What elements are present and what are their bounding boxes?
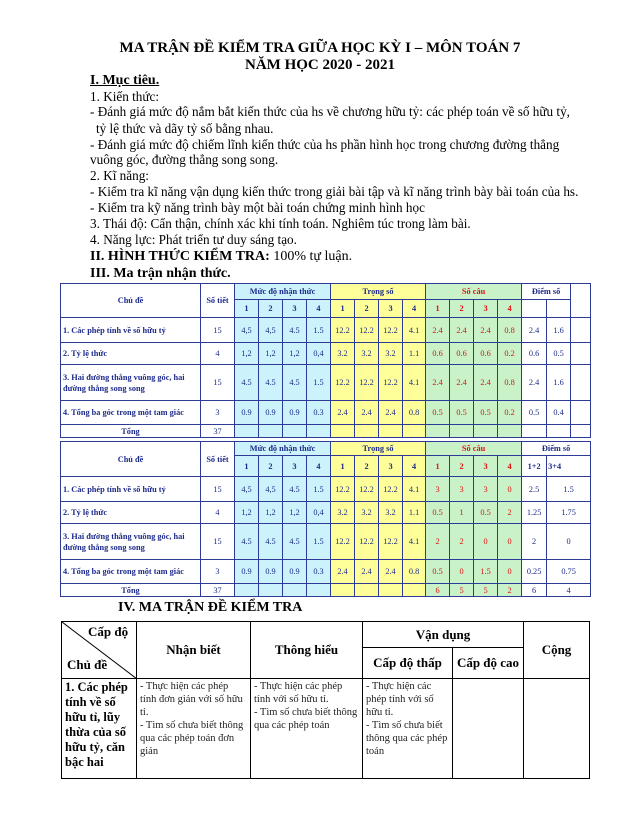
section-1-heading: I. Mục tiêu. bbox=[90, 73, 160, 88]
total-lessons: 37 bbox=[201, 584, 235, 597]
lesson-count: 4 bbox=[201, 502, 235, 524]
lesson-count: 15 bbox=[201, 477, 235, 502]
cell: 1.1 bbox=[403, 502, 426, 524]
topic-cell: 4. Tổng ba góc trong một tam giác bbox=[61, 401, 201, 425]
cell: 0 bbox=[498, 560, 522, 584]
header-so-cau: Số câu bbox=[426, 284, 522, 300]
level-2: 2 bbox=[259, 456, 283, 477]
matrix-table-1 bbox=[60, 283, 591, 438]
knowledge-line-1: - Đánh giá mức độ nắm bắt kiến thức của hs về chương hữu tỷ: các phép toán về số hữu tỷ, bbox=[90, 104, 570, 119]
skills-line-2: - Kiểm tra kỹ năng trình bày một bài toán chứng minh hình học bbox=[90, 200, 425, 215]
cell: 0.5 bbox=[522, 401, 547, 425]
cell: 2.4 bbox=[379, 560, 403, 584]
table-row bbox=[62, 679, 590, 779]
cell: 3.2 bbox=[379, 343, 403, 365]
cell: 2.4 bbox=[522, 365, 547, 401]
cell: 3 bbox=[450, 477, 474, 502]
header-so-tiet: Số tiết bbox=[201, 442, 235, 477]
table-row bbox=[61, 343, 591, 365]
level-2: 2 bbox=[259, 300, 283, 318]
cell: 0.9 bbox=[283, 560, 307, 584]
cell: 1.5 bbox=[547, 477, 591, 502]
cell: 0.8 bbox=[403, 560, 426, 584]
level-4: 4 bbox=[307, 456, 331, 477]
cong-header: Cộng bbox=[524, 622, 590, 679]
count-4: 4 bbox=[498, 300, 522, 318]
weight-4: 4 bbox=[403, 456, 426, 477]
cell: 0.6 bbox=[522, 343, 547, 365]
level-1: 1 bbox=[235, 456, 259, 477]
cell: 2.4 bbox=[331, 401, 355, 425]
cell: 4.5 bbox=[235, 365, 259, 401]
section-2-heading: II. HÌNH THỨC KIỂM TRA: 100% tự luận. bbox=[90, 249, 353, 264]
lesson-count: 4 bbox=[201, 343, 235, 365]
cell: 1.6 bbox=[547, 318, 571, 343]
cell: 12.2 bbox=[379, 318, 403, 343]
cell: 4.1 bbox=[403, 318, 426, 343]
count-3: 3 bbox=[474, 456, 498, 477]
header-diem-so: Điểm số bbox=[522, 284, 571, 300]
cell: 1.5 bbox=[474, 560, 498, 584]
cell: 0.5 bbox=[426, 560, 450, 584]
score-3-4: 3+4 bbox=[547, 456, 591, 477]
corner-header bbox=[62, 622, 137, 679]
cell: 1.5 bbox=[307, 318, 331, 343]
cell: 4.5 bbox=[259, 524, 283, 560]
cell: 2.4 bbox=[379, 401, 403, 425]
exam-matrix-table bbox=[61, 621, 590, 779]
cell: 1.5 bbox=[307, 365, 331, 401]
cell: 1,2 bbox=[259, 502, 283, 524]
attitude-line: 3. Thái độ: Cẩn thận, chính xác khi tính toán. Nghiêm túc trong làm bài. bbox=[90, 216, 471, 231]
table-row bbox=[61, 524, 591, 560]
topic-cell: 1. Các phép tính về số hữu tỷ bbox=[61, 318, 201, 343]
cell: 0.9 bbox=[259, 560, 283, 584]
van-dung-header: Vận dụng bbox=[363, 622, 524, 648]
cell: 0.75 bbox=[547, 560, 591, 584]
cell: 0.2 bbox=[498, 343, 522, 365]
cell: 4.1 bbox=[403, 524, 426, 560]
header-chu-de: Chủ đề bbox=[61, 442, 201, 477]
cell: 4.5 bbox=[259, 365, 283, 401]
cell: 1,2 bbox=[259, 343, 283, 365]
cell: 1.75 bbox=[547, 502, 591, 524]
cell: 2.4 bbox=[355, 401, 379, 425]
cell: 1,2 bbox=[235, 343, 259, 365]
weight-1: 1 bbox=[331, 456, 355, 477]
count-2: 2 bbox=[450, 300, 474, 318]
cell: 2 bbox=[450, 524, 474, 560]
level-3: 3 bbox=[283, 456, 307, 477]
header-trong-so: Trọng số bbox=[331, 442, 426, 456]
cell: 1.5 bbox=[307, 524, 331, 560]
lesson-count: 3 bbox=[201, 560, 235, 584]
lesson-count: 15 bbox=[201, 365, 235, 401]
cell: 0.9 bbox=[235, 401, 259, 425]
skills-line-1: - Kiểm tra kĩ năng vận dụng kiến thức trong giải bài tập và kĩ năng trình bày bài toán của hs. bbox=[90, 184, 579, 199]
cell: 4.5 bbox=[283, 318, 307, 343]
doc-title: MA TRẬN ĐỀ KIỂM TRA GIỮA HỌC KỲ I – MÔN TOÁN 7 bbox=[119, 40, 521, 56]
cell: 0.8 bbox=[403, 401, 426, 425]
weight-2: 2 bbox=[355, 300, 379, 318]
cell: 4.1 bbox=[403, 365, 426, 401]
weight-3: 3 bbox=[379, 456, 403, 477]
cell: 2 bbox=[426, 524, 450, 560]
cell: 2.5 bbox=[522, 477, 547, 502]
van-dung-item-2: - Tìm số chưa biết thông qua các phép toán bbox=[366, 720, 448, 757]
cell: 4,5 bbox=[259, 318, 283, 343]
table-row bbox=[61, 401, 591, 425]
cell: 12.2 bbox=[355, 524, 379, 560]
cell: 12.2 bbox=[331, 477, 355, 502]
total-row bbox=[61, 584, 591, 597]
cell: 1,2 bbox=[235, 502, 259, 524]
topic-cell: 4. Tổng ba góc trong một tam giác bbox=[61, 560, 201, 584]
van-dung-thap-cell bbox=[363, 679, 453, 779]
level-4: 4 bbox=[307, 300, 331, 318]
knowledge-line-2: tỷ lệ thức và dãy tỷ số bằng nhau. bbox=[96, 121, 274, 136]
cell: 4.5 bbox=[283, 524, 307, 560]
cell: 2.4 bbox=[450, 318, 474, 343]
thong-hieu-header: Thông hiểu bbox=[251, 622, 363, 679]
weight-2: 2 bbox=[355, 456, 379, 477]
cell: 0.8 bbox=[498, 365, 522, 401]
cell: 1.5 bbox=[307, 477, 331, 502]
cell: 4,5 bbox=[235, 477, 259, 502]
cell: 0.5 bbox=[474, 401, 498, 425]
total-count-2: 5 bbox=[450, 584, 474, 597]
level-3: 3 bbox=[283, 300, 307, 318]
cell: 0.9 bbox=[259, 401, 283, 425]
lesson-count: 15 bbox=[201, 524, 235, 560]
knowledge-line-4: vuông góc, đường thẳng song song. bbox=[90, 152, 279, 167]
lesson-count: 15 bbox=[201, 318, 235, 343]
cell: 0.3 bbox=[307, 401, 331, 425]
cell: 0 bbox=[474, 524, 498, 560]
van-dung-cao-cell bbox=[453, 679, 524, 779]
cell: 3.2 bbox=[355, 502, 379, 524]
cell: 0.5 bbox=[426, 502, 450, 524]
cell: 4,5 bbox=[259, 477, 283, 502]
section-4-heading: IV. MA TRẬN ĐỀ KIỂM TRA bbox=[118, 600, 303, 615]
table-row bbox=[61, 477, 591, 502]
matrix-table-2 bbox=[60, 441, 591, 597]
nhan-biet-cell bbox=[137, 679, 251, 779]
nhan-biet-item-1: - Thực hiện các phép tính đơn giản với số hữu tỉ. bbox=[140, 681, 243, 718]
cell: 12.2 bbox=[331, 318, 355, 343]
count-1: 1 bbox=[426, 300, 450, 318]
cell: 12.2 bbox=[379, 365, 403, 401]
weight-3: 3 bbox=[379, 300, 403, 318]
doc-subtitle: NĂM HỌC 2020 - 2021 bbox=[245, 57, 395, 73]
cap-do-cao-header: Cấp độ cao bbox=[453, 648, 524, 679]
cell: 0.25 bbox=[522, 560, 547, 584]
cell: 0 bbox=[498, 477, 522, 502]
cell: 0.6 bbox=[450, 343, 474, 365]
count-2: 2 bbox=[450, 456, 474, 477]
section-3-heading: III. Ma trận nhận thức. bbox=[90, 266, 231, 281]
cell: 0.4 bbox=[547, 401, 571, 425]
skills-heading: 2. Kĩ năng: bbox=[90, 168, 149, 183]
topic-cell: 3. Hai đường thẳng vuông góc, hai đường thẳng song song bbox=[61, 365, 201, 401]
count-1: 1 bbox=[426, 456, 450, 477]
score-1-2: 1+2 bbox=[522, 456, 547, 477]
cell: 2.4 bbox=[522, 318, 547, 343]
header-trong-so: Trọng số bbox=[331, 284, 426, 300]
lesson-count: 3 bbox=[201, 401, 235, 425]
weight-1: 1 bbox=[331, 300, 355, 318]
cell: 4.5 bbox=[283, 477, 307, 502]
total-label: Tổng bbox=[61, 584, 201, 597]
cell: 0 bbox=[498, 524, 522, 560]
nhan-biet-header: Nhận biết bbox=[137, 622, 251, 679]
cell: 4.1 bbox=[403, 477, 426, 502]
knowledge-line-3: - Đánh giá mức độ chiếm lĩnh kiến thức của hs phần hình học trong chương đường thẳng bbox=[90, 137, 560, 152]
cell: 2.4 bbox=[331, 560, 355, 584]
cell: 2.4 bbox=[450, 365, 474, 401]
cell: 2.4 bbox=[474, 318, 498, 343]
cell: 0.6 bbox=[426, 343, 450, 365]
cell: 0,4 bbox=[307, 502, 331, 524]
cell: 1.25 bbox=[522, 502, 547, 524]
topic-cell: 3. Hai đường thẳng vuông góc, hai đường thẳng song song bbox=[61, 524, 201, 560]
cell: 12.2 bbox=[379, 477, 403, 502]
cell: 2.4 bbox=[426, 318, 450, 343]
table-row bbox=[61, 502, 591, 524]
cell: 0.8 bbox=[498, 318, 522, 343]
cell: 2 bbox=[522, 524, 547, 560]
cell: 0.9 bbox=[283, 401, 307, 425]
cell: 1,2 bbox=[283, 502, 307, 524]
table-row bbox=[61, 560, 591, 584]
cell: 3.2 bbox=[331, 502, 355, 524]
cell: 12.2 bbox=[331, 365, 355, 401]
total-score-3-4: 4 bbox=[547, 584, 591, 597]
total-count-3: 5 bbox=[474, 584, 498, 597]
cell: 3.2 bbox=[379, 502, 403, 524]
cell: 0 bbox=[547, 524, 591, 560]
cell: 3 bbox=[426, 477, 450, 502]
header-muc-do: Mức độ nhận thức bbox=[235, 284, 331, 300]
thong-hieu-item-1: - Thực hiện các phép tính với số hữu tỉ. bbox=[254, 681, 343, 705]
cell: 0 bbox=[450, 560, 474, 584]
header-chu-de: Chủ đề bbox=[61, 284, 201, 318]
cell: 1.1 bbox=[403, 343, 426, 365]
cell: 1,2 bbox=[283, 343, 307, 365]
cell: 1 bbox=[450, 502, 474, 524]
count-3: 3 bbox=[474, 300, 498, 318]
total-label: Tổng bbox=[61, 425, 201, 438]
table-row bbox=[61, 318, 591, 343]
table-row bbox=[61, 365, 591, 401]
thong-hieu-cell bbox=[251, 679, 363, 779]
header-muc-do: Mức độ nhận thức bbox=[235, 442, 331, 456]
count-4: 4 bbox=[498, 456, 522, 477]
cell: 3.2 bbox=[331, 343, 355, 365]
cell: 12.2 bbox=[355, 365, 379, 401]
section-2-value: 100% tự luận. bbox=[273, 249, 353, 264]
knowledge-heading: 1. Kiến thức: bbox=[90, 89, 160, 104]
cell: 4.5 bbox=[283, 365, 307, 401]
total-lessons: 37 bbox=[201, 425, 235, 438]
cong-cell bbox=[524, 679, 590, 779]
topic-cell: 2. Tỷ lệ thức bbox=[61, 502, 201, 524]
cell: 0.5 bbox=[547, 343, 571, 365]
total-row bbox=[61, 425, 591, 438]
cell: 0.2 bbox=[498, 401, 522, 425]
total-count-1: 6 bbox=[426, 584, 450, 597]
header-diem-so: Điểm số bbox=[522, 442, 591, 456]
cell: 0,4 bbox=[307, 343, 331, 365]
total-count-4: 2 bbox=[498, 584, 522, 597]
cell: 0.6 bbox=[474, 343, 498, 365]
cell: 0.9 bbox=[235, 560, 259, 584]
cell: 2.4 bbox=[355, 560, 379, 584]
header-so-cau: Số câu bbox=[426, 442, 522, 456]
chu-de-label: Chủ đề bbox=[67, 657, 108, 672]
cell: 12.2 bbox=[355, 318, 379, 343]
cell: 2.4 bbox=[426, 365, 450, 401]
cell: 12.2 bbox=[379, 524, 403, 560]
cell: 12.2 bbox=[355, 477, 379, 502]
topic-cell: 1. Các phép tính về số hữu tỉ, lũy thừa của số hữu tỷ, căn bậc hai bbox=[62, 679, 137, 779]
cell: 3.2 bbox=[355, 343, 379, 365]
thong-hieu-item-2: - Tìm số chưa biết thông qua các phép toán bbox=[254, 707, 358, 731]
competence-line: 4. Năng lực: Phát triển tư duy sáng tạo. bbox=[90, 232, 297, 247]
cell: 2 bbox=[498, 502, 522, 524]
topic-cell: 1. Các phép tính về số hữu tỷ bbox=[61, 477, 201, 502]
cell: 1.6 bbox=[547, 365, 571, 401]
level-1: 1 bbox=[235, 300, 259, 318]
cell: 4.5 bbox=[235, 524, 259, 560]
weight-4: 4 bbox=[403, 300, 426, 318]
cell: 2.4 bbox=[474, 365, 498, 401]
cell: 0.5 bbox=[426, 401, 450, 425]
cell: 0.3 bbox=[307, 560, 331, 584]
cell: 0.5 bbox=[450, 401, 474, 425]
cell: 0.5 bbox=[474, 502, 498, 524]
topic-cell: 2. Tỷ lệ thức bbox=[61, 343, 201, 365]
cell: 3 bbox=[474, 477, 498, 502]
nhan-biet-item-2: - Tìm số chưa biết thông qua các phép toán đơn giản bbox=[140, 720, 244, 757]
van-dung-item-1: - Thực hiện các phép tính với số hữu tỉ. bbox=[366, 681, 434, 718]
cell: 12.2 bbox=[331, 524, 355, 560]
header-so-tiet: Số tiết bbox=[201, 284, 235, 318]
total-score-1-2: 6 bbox=[522, 584, 547, 597]
cell: 4,5 bbox=[235, 318, 259, 343]
cap-do-thap-header: Cấp độ thấp bbox=[363, 648, 453, 679]
cap-do-label: Cấp độ bbox=[88, 624, 129, 639]
